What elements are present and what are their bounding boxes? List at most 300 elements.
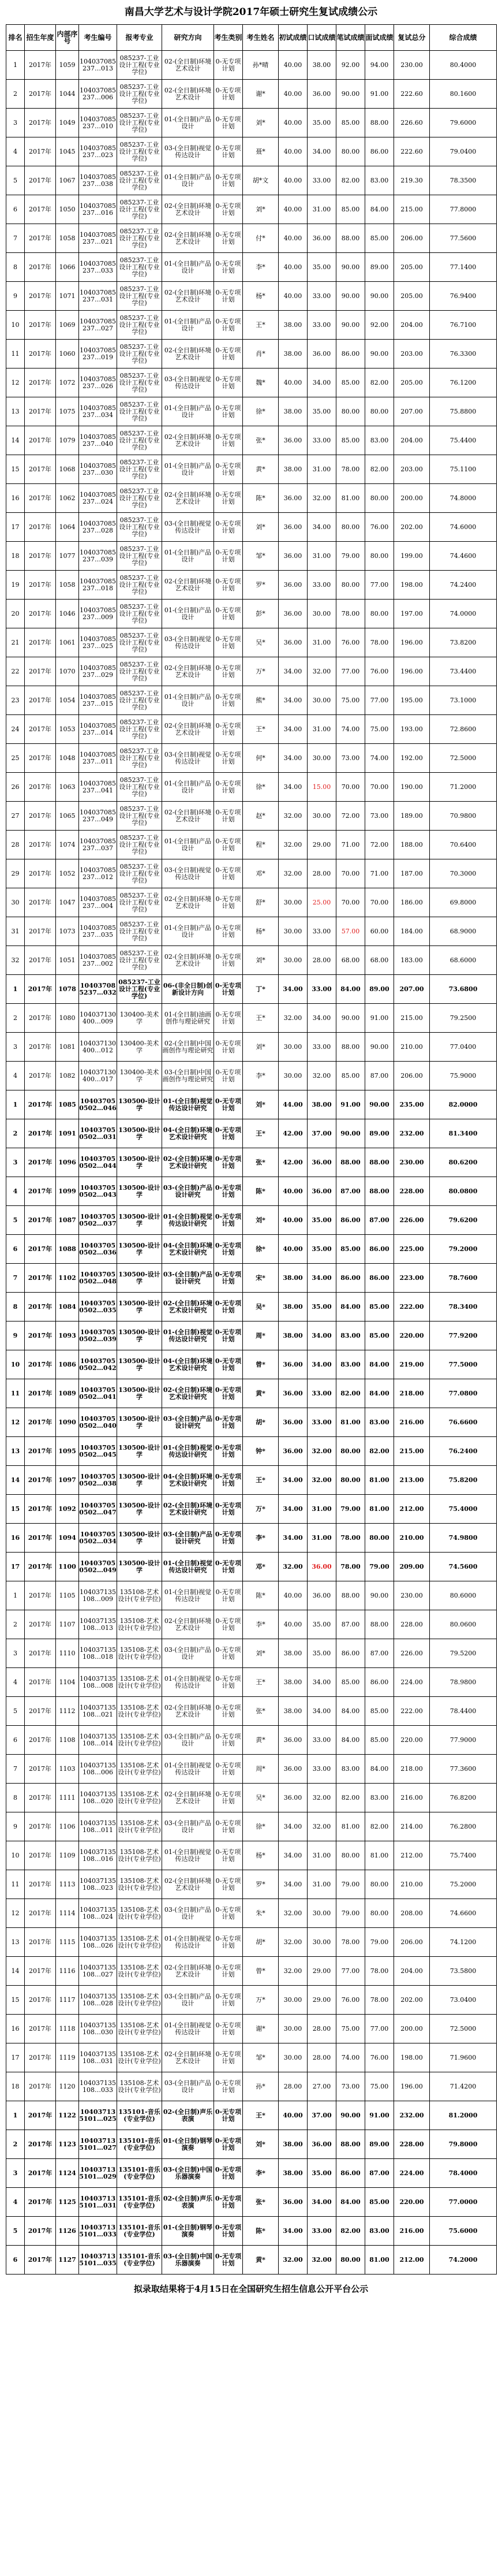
table-cell: 32.00 bbox=[279, 1899, 308, 1928]
table-cell: 104037135108…024 bbox=[79, 1899, 117, 1928]
table-cell: 79.00 bbox=[336, 1899, 365, 1928]
table-cell: 0-无专项计划 bbox=[214, 975, 243, 1004]
table-cell: 01-(全日制)视觉传达设计 bbox=[162, 1581, 214, 1610]
table-cell: 谢* bbox=[243, 2015, 279, 2043]
table-cell: 2017年 bbox=[25, 1408, 56, 1437]
table-cell: 02-(全日制)环境艺术设计 bbox=[162, 340, 214, 368]
table-cell: 130500-设计学 bbox=[117, 1206, 162, 1235]
table-cell: 104037135101…031 bbox=[79, 2188, 117, 2217]
table-cell: 89.00 bbox=[365, 253, 394, 282]
table-cell: 1123 bbox=[56, 2130, 79, 2159]
table-cell: 104037085237…033 bbox=[79, 253, 117, 282]
table-cell: 丁* bbox=[243, 975, 279, 1004]
table-cell: 91.00 bbox=[365, 1004, 394, 1033]
table-cell: 1127 bbox=[56, 2246, 79, 2275]
table-cell: 135108-艺术设计(专业学位) bbox=[117, 1639, 162, 1668]
table-row bbox=[6, 1697, 497, 1726]
table-cell: 198.00 bbox=[394, 2043, 430, 2072]
table-cell: 228.00 bbox=[394, 1610, 430, 1639]
table-cell: 2017年 bbox=[25, 2015, 56, 2043]
table-cell: 135101-音乐(专业学位) bbox=[117, 2246, 162, 2275]
table-cell: 38.00 bbox=[279, 340, 308, 368]
table-cell: 29.00 bbox=[308, 1986, 336, 2015]
table-cell: 204.00 bbox=[394, 311, 430, 340]
table-cell: 1125 bbox=[56, 2188, 79, 2217]
table-cell: 32.00 bbox=[279, 859, 308, 888]
table-cell: 210.00 bbox=[394, 1524, 430, 1553]
table-cell: 84.00 bbox=[336, 975, 365, 1004]
table-cell: 3 bbox=[6, 1033, 25, 1062]
table-cell: 2017年 bbox=[25, 2188, 56, 2217]
table-cell: 30.00 bbox=[279, 917, 308, 946]
table-cell: 135108-艺术设计(专业学位) bbox=[117, 2043, 162, 2072]
table-cell: 222.60 bbox=[394, 137, 430, 166]
table-cell: 86.00 bbox=[365, 137, 394, 166]
table-cell: 刘* bbox=[243, 2130, 279, 2159]
table-cell: 86.00 bbox=[365, 1668, 394, 1697]
table-cell: 02-(全日制)环境艺术设计 bbox=[162, 195, 214, 224]
table-row bbox=[6, 1379, 497, 1408]
table-cell: 0-无专项计划 bbox=[214, 109, 243, 137]
table-cell: 0-无专项计划 bbox=[214, 773, 243, 802]
table-cell: 1096 bbox=[56, 1148, 79, 1177]
table-cell: 219.00 bbox=[394, 1350, 430, 1379]
table-cell: 75.4000 bbox=[430, 1495, 497, 1524]
table-cell: 213.00 bbox=[394, 1466, 430, 1495]
table-cell: 杨* bbox=[243, 1841, 279, 1870]
table-cell: 2017年 bbox=[25, 1062, 56, 1090]
table-cell: 228.00 bbox=[394, 1177, 430, 1206]
table-cell: 130500-设计学 bbox=[117, 1437, 162, 1466]
table-cell: 陈* bbox=[243, 484, 279, 513]
table-row bbox=[6, 368, 497, 397]
table-cell: 40.00 bbox=[279, 137, 308, 166]
table-cell: 28 bbox=[6, 831, 25, 859]
table-cell: 81.00 bbox=[336, 1408, 365, 1437]
table-cell: 130500-设计学 bbox=[117, 1119, 162, 1148]
table-cell: 30.00 bbox=[308, 1928, 336, 1957]
table-cell: 80.00 bbox=[365, 397, 394, 426]
table-cell: 0-无专项计划 bbox=[214, 484, 243, 513]
table-cell: 03-(全日制)产品设计 bbox=[162, 1812, 214, 1841]
table-cell: 0-无专项计划 bbox=[214, 802, 243, 831]
table-row bbox=[6, 975, 497, 1004]
table-cell: 1086 bbox=[56, 1350, 79, 1379]
table-cell: 42.00 bbox=[279, 1148, 308, 1177]
table-cell: 74.00 bbox=[365, 744, 394, 773]
table-row bbox=[6, 137, 497, 166]
table-cell: 83.00 bbox=[365, 426, 394, 455]
table-cell: 02-(全日制)环境艺术设计 bbox=[162, 484, 214, 513]
table-row bbox=[6, 2072, 497, 2101]
table-cell: 36.00 bbox=[308, 1553, 336, 1581]
table-cell: 085237-工业设计工程(专业学位) bbox=[117, 542, 162, 571]
table-cell: 15 bbox=[6, 455, 25, 484]
table-cell: 44.00 bbox=[279, 1090, 308, 1119]
table-cell: 84.00 bbox=[336, 1293, 365, 1321]
table-cell: 31.00 bbox=[308, 195, 336, 224]
table-cell: 218.00 bbox=[394, 1379, 430, 1408]
table-cell: 40.00 bbox=[279, 109, 308, 137]
table-row bbox=[6, 195, 497, 224]
table-cell: 104037085237…037 bbox=[79, 831, 117, 859]
table-cell: 34.00 bbox=[279, 686, 308, 715]
table-cell: 宋* bbox=[243, 1264, 279, 1293]
table-cell: 2017年 bbox=[25, 1841, 56, 1870]
table-cell: 03-(全日制)中国乐器演奏 bbox=[162, 2246, 214, 2275]
table-cell: 230.00 bbox=[394, 1148, 430, 1177]
table-cell: 80.00 bbox=[336, 1841, 365, 1870]
table-cell: 吴* bbox=[243, 628, 279, 657]
table-cell: 2017年 bbox=[25, 1379, 56, 1408]
table-cell: 0-无专项计划 bbox=[214, 1726, 243, 1755]
table-cell: 0-无专项计划 bbox=[214, 1350, 243, 1379]
table-cell: 6 bbox=[6, 2246, 25, 2275]
table-cell: 邓* bbox=[243, 859, 279, 888]
table-cell: 135101-音乐(专业学位) bbox=[117, 2188, 162, 2217]
table-cell: 33.00 bbox=[308, 571, 336, 600]
table-cell: 21 bbox=[6, 628, 25, 657]
table-cell: 38.00 bbox=[279, 2159, 308, 2188]
table-cell: 27 bbox=[6, 802, 25, 831]
table-cell: 36.00 bbox=[279, 1437, 308, 1466]
table-cell: 104037135108…033 bbox=[79, 2072, 117, 2101]
table-row bbox=[6, 1264, 497, 1293]
table-cell: 周* bbox=[243, 1755, 279, 1784]
table-cell: 01-(全日制)视觉传达设计研究 bbox=[162, 1437, 214, 1466]
table-cell: 28.00 bbox=[279, 2072, 308, 2101]
table-cell: 2017年 bbox=[25, 484, 56, 513]
table-row bbox=[6, 657, 497, 686]
table-cell: 17 bbox=[6, 2043, 25, 2072]
table-cell: 9 bbox=[6, 1321, 25, 1350]
table-cell: 1093 bbox=[56, 1321, 79, 1350]
table-cell: 210.00 bbox=[394, 1870, 430, 1899]
table-row bbox=[6, 513, 497, 542]
table-cell: 邹* bbox=[243, 542, 279, 571]
table-cell: 135108-艺术设计(专业学位) bbox=[117, 1870, 162, 1899]
table-cell: 79.2500 bbox=[430, 1004, 497, 1033]
table-cell: 82.0000 bbox=[430, 1090, 497, 1119]
table-cell: 135108-艺术设计(专业学位) bbox=[117, 1697, 162, 1726]
table-cell: 王* bbox=[243, 311, 279, 340]
table-cell: 16 bbox=[6, 484, 25, 513]
table-cell: 2017年 bbox=[25, 1812, 56, 1841]
table-cell: 34.00 bbox=[279, 1466, 308, 1495]
table-cell: 130500-设计学 bbox=[117, 1495, 162, 1524]
table-cell: 王* bbox=[243, 1668, 279, 1697]
table-cell: 0-无专项计划 bbox=[214, 1928, 243, 1957]
table-cell: 0-无专项计划 bbox=[214, 282, 243, 311]
table-cell: 76.7100 bbox=[430, 311, 497, 340]
table-cell: 72.5000 bbox=[430, 2015, 497, 2043]
table-cell: 74.2400 bbox=[430, 571, 497, 600]
table-cell: 135108-艺术设计(专业学位) bbox=[117, 1841, 162, 1870]
table-cell: 4 bbox=[6, 2188, 25, 2217]
table-cell: 02-(全日制)环境艺术设计研究 bbox=[162, 1148, 214, 1177]
table-cell: 88.00 bbox=[365, 109, 394, 137]
table-cell: 104037135108…030 bbox=[79, 2015, 117, 2043]
table-row bbox=[6, 542, 497, 571]
table-cell: 85.00 bbox=[336, 1668, 365, 1697]
table-cell: 1103 bbox=[56, 1755, 79, 1784]
table-cell: 31.00 bbox=[308, 542, 336, 571]
table-cell: 206.00 bbox=[394, 1928, 430, 1957]
table-cell: 李* bbox=[243, 1062, 279, 1090]
table-cell: 40.00 bbox=[279, 51, 308, 80]
table-row bbox=[6, 1090, 497, 1119]
table-cell: 32.00 bbox=[279, 1004, 308, 1033]
table-row bbox=[6, 1812, 497, 1841]
table-cell: 6 bbox=[6, 1235, 25, 1264]
table-cell: 15.00 bbox=[308, 773, 336, 802]
table-cell: 37.00 bbox=[308, 1119, 336, 1148]
table-cell: 18 bbox=[6, 2072, 25, 2101]
table-row bbox=[6, 1986, 497, 2015]
table-row bbox=[6, 1726, 497, 1755]
table-cell: 104037135101…027 bbox=[79, 2130, 117, 2159]
table-cell: 2017年 bbox=[25, 917, 56, 946]
table-cell: 83.00 bbox=[336, 1755, 365, 1784]
table-cell: 1106 bbox=[56, 1812, 79, 1841]
table-cell: 104037130400…009 bbox=[79, 1004, 117, 1033]
table-cell: 75.00 bbox=[336, 686, 365, 715]
results-table-container bbox=[0, 24, 502, 2275]
table-cell: 03-(全日制)产品设计 bbox=[162, 2072, 214, 2101]
table-cell: 135108-艺术设计(专业学位) bbox=[117, 2072, 162, 2101]
table-cell: 90.00 bbox=[336, 282, 365, 311]
table-cell: 0-无专项计划 bbox=[214, 455, 243, 484]
table-cell: 77.00 bbox=[336, 657, 365, 686]
table-cell: 86.00 bbox=[336, 1639, 365, 1668]
column-header: 复试总分 bbox=[394, 25, 430, 51]
table-cell: 34.00 bbox=[279, 1812, 308, 1841]
table-cell: 228.00 bbox=[394, 2130, 430, 2159]
table-cell: 71.00 bbox=[336, 831, 365, 859]
table-cell: 01-(全日制)产品设计 bbox=[162, 253, 214, 282]
table-cell: 张* bbox=[243, 1697, 279, 1726]
table-cell: 刘* bbox=[243, 1639, 279, 1668]
table-cell: 魏* bbox=[243, 368, 279, 397]
table-cell: 104037050502…037 bbox=[79, 1206, 117, 1235]
table-cell: 0-无专项计划 bbox=[214, 2159, 243, 2188]
table-cell: 34.00 bbox=[279, 773, 308, 802]
table-cell: 01-(全日制)产品设计 bbox=[162, 831, 214, 859]
table-cell: 135101-音乐(专业学位) bbox=[117, 2159, 162, 2188]
table-cell: 40.00 bbox=[279, 80, 308, 109]
table-cell: 78.3500 bbox=[430, 166, 497, 195]
table-cell: 87.00 bbox=[336, 1610, 365, 1639]
table-cell: 1052 bbox=[56, 859, 79, 888]
table-cell: 01-(全日制)产品设计 bbox=[162, 397, 214, 426]
table-cell: 30.00 bbox=[308, 600, 336, 628]
table-cell: 88.00 bbox=[336, 2130, 365, 2159]
table-cell: 74.9800 bbox=[430, 1524, 497, 1553]
table-cell: 085237-工业设计工程(专业学位) bbox=[117, 109, 162, 137]
table-cell: 77.1400 bbox=[430, 253, 497, 282]
table-cell: 77.00 bbox=[365, 686, 394, 715]
table-cell: 40.00 bbox=[279, 1581, 308, 1610]
table-cell: 1066 bbox=[56, 253, 79, 282]
column-header: 报考专业 bbox=[117, 25, 162, 51]
table-cell: 84.00 bbox=[365, 1350, 394, 1379]
table-cell: 90.00 bbox=[365, 1090, 394, 1119]
table-cell: 78.4000 bbox=[430, 2159, 497, 2188]
table-cell: 184.00 bbox=[394, 917, 430, 946]
table-cell: 84.00 bbox=[365, 1755, 394, 1784]
table-cell: 75.8200 bbox=[430, 1466, 497, 1495]
table-cell: 13 bbox=[6, 1928, 25, 1957]
table-cell: 70.00 bbox=[336, 888, 365, 917]
table-cell: 34.00 bbox=[308, 1350, 336, 1379]
table-cell: 79.00 bbox=[336, 542, 365, 571]
table-cell: 30.00 bbox=[279, 2043, 308, 2072]
table-cell: 206.00 bbox=[394, 224, 430, 253]
table-row bbox=[6, 2246, 497, 2275]
table-cell: 35.00 bbox=[308, 253, 336, 282]
table-cell: 82.00 bbox=[336, 2217, 365, 2246]
table-cell: 74.5600 bbox=[430, 1553, 497, 1581]
table-cell: 78.9800 bbox=[430, 1668, 497, 1697]
table-cell: 81.2000 bbox=[430, 2101, 497, 2130]
table-cell: 085237-工业设计工程(专业学位) bbox=[117, 397, 162, 426]
table-cell: 34.00 bbox=[279, 715, 308, 744]
table-cell: 86.00 bbox=[365, 1264, 394, 1293]
table-cell: 104037135108…011 bbox=[79, 1812, 117, 1841]
table-cell: 0-无专项计划 bbox=[214, 571, 243, 600]
table-cell: 03-(全日制)产品设计 bbox=[162, 1986, 214, 2015]
table-row bbox=[6, 1957, 497, 1986]
table-cell: 216.00 bbox=[394, 2217, 430, 2246]
table-row bbox=[6, 715, 497, 744]
table-cell: 1100 bbox=[56, 1553, 79, 1581]
table-cell: 1064 bbox=[56, 513, 79, 542]
table-cell: 16 bbox=[6, 2015, 25, 2043]
table-cell: 84.00 bbox=[336, 1726, 365, 1755]
table-cell: 104037085237…019 bbox=[79, 340, 117, 368]
table-cell: 03-(全日制)视觉传达设计 bbox=[162, 137, 214, 166]
table-cell: 1112 bbox=[56, 1697, 79, 1726]
table-cell: 60.00 bbox=[365, 917, 394, 946]
table-cell: 2017年 bbox=[25, 1726, 56, 1755]
table-cell: 104037050502…047 bbox=[79, 1495, 117, 1524]
table-cell: 37.00 bbox=[308, 2101, 336, 2130]
table-cell: 77.0400 bbox=[430, 1033, 497, 1062]
table-cell: 085237-工业设计工程(专业学位) bbox=[117, 773, 162, 802]
table-cell: 2017年 bbox=[25, 1610, 56, 1639]
table-cell: 03-(全日制)中国乐器演奏 bbox=[162, 2159, 214, 2188]
table-cell: 104037130400…012 bbox=[79, 1033, 117, 1062]
table-cell: 73.00 bbox=[336, 744, 365, 773]
table-cell: 1 bbox=[6, 975, 25, 1004]
table-cell: 2017年 bbox=[25, 773, 56, 802]
table-cell: 28.00 bbox=[308, 2043, 336, 2072]
table-cell: 88.00 bbox=[365, 1177, 394, 1206]
table-cell: 张* bbox=[243, 426, 279, 455]
table-cell: 02-(全日制)环境艺术设计 bbox=[162, 715, 214, 744]
table-cell: 40.00 bbox=[279, 282, 308, 311]
table-cell: 80.6200 bbox=[430, 1148, 497, 1177]
table-cell: 78.00 bbox=[365, 628, 394, 657]
table-cell: 6 bbox=[6, 1726, 25, 1755]
table-cell: 207.00 bbox=[394, 975, 430, 1004]
table-cell: 35.00 bbox=[308, 1206, 336, 1235]
table-cell: 75.00 bbox=[365, 2072, 394, 2101]
table-cell: 85.00 bbox=[336, 426, 365, 455]
table-cell: 76.2400 bbox=[430, 1437, 497, 1466]
table-cell: 135108-艺术设计(专业学位) bbox=[117, 1812, 162, 1841]
table-cell: 77.00 bbox=[365, 2015, 394, 2043]
table-cell: 36.00 bbox=[279, 1408, 308, 1437]
table-cell: 78.4400 bbox=[430, 1697, 497, 1726]
table-cell: 72.00 bbox=[336, 802, 365, 831]
table-cell: 黄* bbox=[243, 1726, 279, 1755]
table-cell: 1044 bbox=[56, 80, 79, 109]
table-cell: 20 bbox=[6, 600, 25, 628]
table-cell: 79.00 bbox=[365, 1553, 394, 1581]
table-cell: 曾* bbox=[243, 1957, 279, 1986]
table-cell: 104037085237…029 bbox=[79, 657, 117, 686]
table-cell: 8 bbox=[6, 1784, 25, 1812]
table-cell: 104037050502…044 bbox=[79, 1148, 117, 1177]
table-cell: 0-无专项计划 bbox=[214, 1235, 243, 1264]
table-cell: 2017年 bbox=[25, 2159, 56, 2188]
column-header: 考生姓名 bbox=[243, 25, 279, 51]
table-row bbox=[6, 80, 497, 109]
table-cell: 17 bbox=[6, 513, 25, 542]
table-cell: 孙* bbox=[243, 2072, 279, 2101]
table-cell: 38.00 bbox=[279, 311, 308, 340]
table-cell: 36.00 bbox=[279, 542, 308, 571]
table-cell: 1113 bbox=[56, 1870, 79, 1899]
table-cell: 0-无专项计划 bbox=[214, 340, 243, 368]
table-cell: 30.00 bbox=[279, 1062, 308, 1090]
table-cell: 2017年 bbox=[25, 1495, 56, 1524]
table-cell: 085237-工业设计工程(专业学位) bbox=[117, 917, 162, 946]
table-cell: 87.00 bbox=[365, 1062, 394, 1090]
table-cell: 80.00 bbox=[365, 1870, 394, 1899]
table-cell: 徐* bbox=[243, 397, 279, 426]
table-cell: 80.00 bbox=[336, 2246, 365, 2275]
table-cell: 72.8600 bbox=[430, 715, 497, 744]
table-cell: 81.00 bbox=[365, 1495, 394, 1524]
table-cell: 30.00 bbox=[308, 686, 336, 715]
table-cell: 29 bbox=[6, 859, 25, 888]
table-cell: 84.00 bbox=[336, 1697, 365, 1726]
table-cell: 22 bbox=[6, 657, 25, 686]
table-cell: 王* bbox=[243, 1466, 279, 1495]
table-cell: 104037085237…013 bbox=[79, 51, 117, 80]
table-cell: 0-无专项计划 bbox=[214, 80, 243, 109]
table-cell: 16 bbox=[6, 1524, 25, 1553]
table-cell: 130500-设计学 bbox=[117, 1466, 162, 1495]
table-cell: 01-(全日制)产品设计 bbox=[162, 109, 214, 137]
table-cell: 0-无专项计划 bbox=[214, 51, 243, 80]
table-row bbox=[6, 1581, 497, 1610]
table-cell: 2017年 bbox=[25, 282, 56, 311]
table-cell: 2017年 bbox=[25, 1437, 56, 1466]
table-cell: 01-(全日制)视觉传达设计研究 bbox=[162, 1553, 214, 1581]
table-cell: 0-无专项计划 bbox=[214, 686, 243, 715]
table-cell: 77.0000 bbox=[430, 2188, 497, 2217]
table-cell: 226.00 bbox=[394, 1639, 430, 1668]
table-row bbox=[6, 1408, 497, 1437]
table-cell: 205.00 bbox=[394, 368, 430, 397]
table-cell: 03-(全日制)视觉传达设计 bbox=[162, 744, 214, 773]
table-cell: 8 bbox=[6, 1293, 25, 1321]
table-cell: 78.00 bbox=[336, 1928, 365, 1957]
table-cell: 02-(全日制)环境艺术设计 bbox=[162, 1697, 214, 1726]
